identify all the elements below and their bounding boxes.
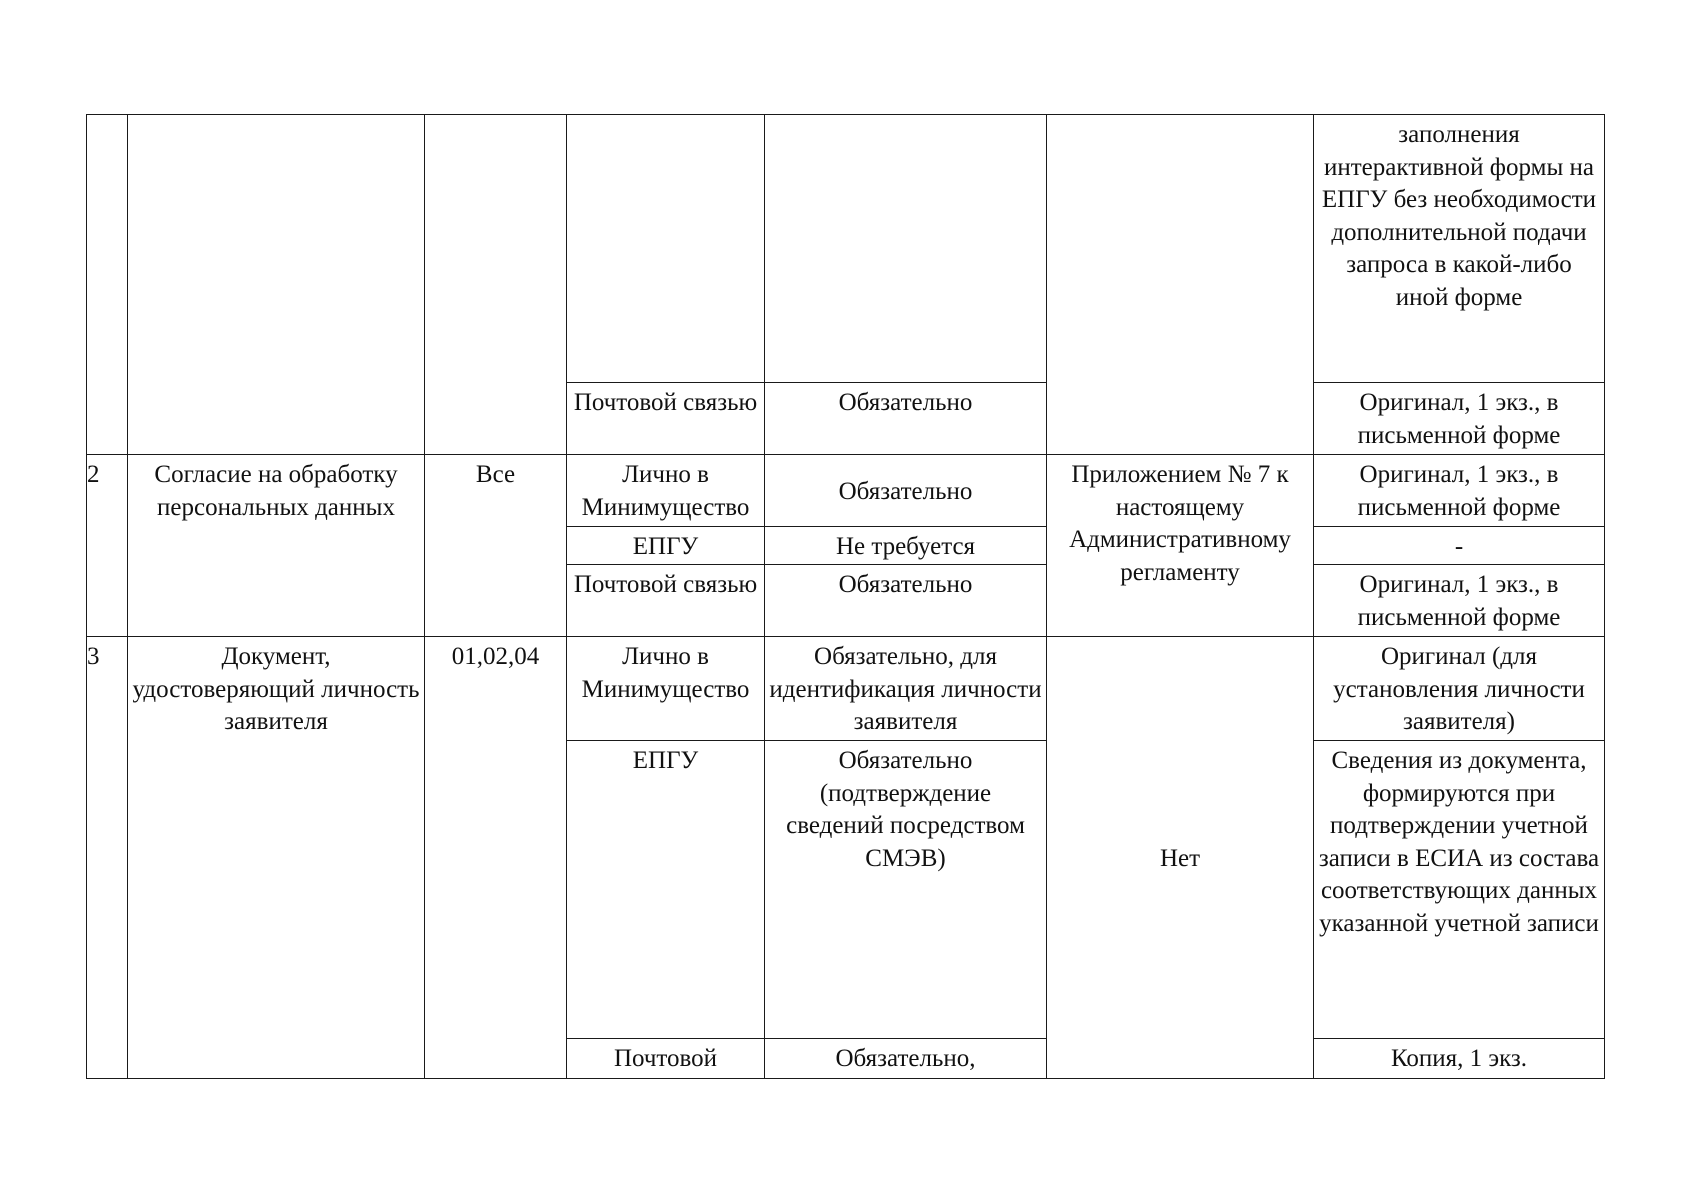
requirement-cell xyxy=(765,115,1047,383)
submission-channel-cell: Лично в Минимущество xyxy=(567,455,765,527)
document-name-cell xyxy=(128,115,425,455)
document-form-cell: Оригинал, 1 экз., в письменной форме xyxy=(1314,455,1605,527)
requirement-cell: Обязательно xyxy=(765,565,1047,637)
submission-channel-cell: Почтовой связью xyxy=(567,383,765,455)
requirement-cell: Обязательно (подтверждение сведений посредством СМЭВ) xyxy=(765,741,1047,1039)
row-number-cell: 3 xyxy=(87,637,128,1079)
document-form-cell: заполнения интерактивной формы на ЕПГУ без необходимости дополнительной подачи запроса в какой-либо иной форме xyxy=(1314,115,1605,383)
form-template-cell: Нет xyxy=(1047,637,1314,1079)
applicant-category-cell: 01,02,04 xyxy=(425,637,567,1079)
table-row xyxy=(87,637,1605,741)
applicant-category-cell xyxy=(425,115,567,455)
submission-channel-cell: Почтовой xyxy=(567,1039,765,1079)
submission-channel-cell: ЕПГУ xyxy=(567,527,765,565)
requirement-cell: Обязательно xyxy=(765,455,1047,527)
document-form-cell: Сведения из документа, формируются при подтверждении учетной записи в ЕСИА из состава соответствующих данных указанной учетной записи xyxy=(1314,741,1605,1039)
form-template-cell: Приложением № 7 к настоящему Административному регламенту xyxy=(1047,455,1314,637)
document-name-cell: Документ, удостоверяющий личность заявителя xyxy=(128,637,425,1079)
table-row xyxy=(87,455,1605,527)
applicant-category-cell: Все xyxy=(425,455,567,637)
submission-channel-cell: Почтовой связью xyxy=(567,565,765,637)
row-number-cell: 2 xyxy=(87,455,128,637)
requirement-cell: Обязательно, для идентификация личности заявителя xyxy=(765,637,1047,741)
document-form-cell: Оригинал, 1 экз., в письменной форме xyxy=(1314,383,1605,455)
documents-table xyxy=(86,114,1605,1079)
document-form-cell: Оригинал (для установления личности заявителя) xyxy=(1314,637,1605,741)
submission-channel-cell: ЕПГУ xyxy=(567,741,765,1039)
requirement-cell: Не требуется xyxy=(765,527,1047,565)
form-template-cell xyxy=(1047,115,1314,455)
document-form-cell: Копия, 1 экз. xyxy=(1314,1039,1605,1079)
requirement-cell: Обязательно xyxy=(765,383,1047,455)
submission-channel-cell: Лично в Минимущество xyxy=(567,637,765,741)
submission-channel-cell xyxy=(567,115,765,383)
document-name-cell: Согласие на обработку персональных данных xyxy=(128,455,425,637)
row-number-cell xyxy=(87,115,128,455)
table-row xyxy=(87,115,1605,383)
document-form-cell: Оригинал, 1 экз., в письменной форме xyxy=(1314,565,1605,637)
requirement-cell: Обязательно, xyxy=(765,1039,1047,1079)
document-form-cell: - xyxy=(1314,527,1605,565)
